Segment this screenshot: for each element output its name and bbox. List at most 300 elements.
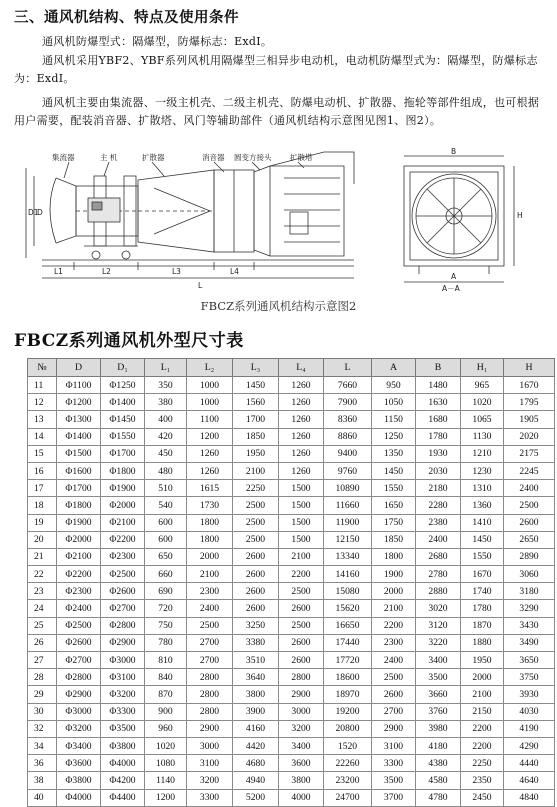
- table-cell: Φ2200: [57, 566, 101, 583]
- table-cell: Φ1300: [57, 411, 101, 428]
- table-row: [28, 566, 555, 583]
- table-row: [28, 789, 555, 806]
- table-cell: Φ2800: [57, 669, 101, 686]
- table-cell: Φ1700: [57, 480, 101, 497]
- table-cell: 1950: [233, 445, 279, 462]
- table-cell: 19200: [324, 703, 372, 720]
- table-cell: 650: [145, 548, 187, 565]
- table-cell: 34: [28, 737, 57, 754]
- label-connector: 圆变方接头: [234, 153, 272, 162]
- table-cell: Φ1400: [101, 394, 145, 411]
- table-cell: 2600: [233, 583, 279, 600]
- dim-L1-label: L1: [54, 267, 63, 276]
- table-cell: 2600: [233, 600, 279, 617]
- column-header: H: [504, 359, 555, 377]
- table-cell: Φ3500: [101, 720, 145, 737]
- table-cell: 1260: [279, 377, 324, 394]
- table-cell: 2450: [461, 789, 504, 806]
- table-cell: 2200: [279, 566, 324, 583]
- table-cell: 840: [145, 669, 187, 686]
- table-cell: Φ2700: [101, 600, 145, 617]
- table-cell: Φ3000: [101, 652, 145, 669]
- table-cell: 1500: [279, 531, 324, 548]
- table-cell: 3600: [279, 755, 324, 772]
- table-cell: Φ1100: [57, 377, 101, 394]
- table-cell: 1350: [372, 445, 416, 462]
- table-cell: 23: [28, 583, 57, 600]
- table-cell: 1670: [504, 377, 555, 394]
- table-cell: 870: [145, 686, 187, 703]
- table-cell: 1550: [372, 480, 416, 497]
- table-cell: 15: [28, 445, 57, 462]
- table-cell: 2650: [504, 531, 555, 548]
- table-cell: Φ3000: [57, 703, 101, 720]
- table-cell: 3020: [416, 600, 461, 617]
- table-cell: 2600: [279, 600, 324, 617]
- table-row: [28, 411, 555, 428]
- table-row: [28, 703, 555, 720]
- table-cell: 3510: [233, 652, 279, 669]
- table-cell: 1550: [461, 548, 504, 565]
- table-cell: 810: [145, 652, 187, 669]
- table-cell: 11900: [324, 514, 372, 531]
- dim-H-label: H: [517, 211, 523, 220]
- table-cell: 17720: [324, 652, 372, 669]
- table-cell: Φ3400: [57, 737, 101, 754]
- table-cell: 1260: [279, 445, 324, 462]
- table-cell: 40: [28, 789, 57, 806]
- table-cell: 2245: [504, 462, 555, 479]
- table-cell: 3200: [187, 772, 233, 789]
- table-cell: 22: [28, 566, 57, 583]
- table-cell: 1020: [145, 737, 187, 754]
- table-cell: 1450: [461, 531, 504, 548]
- table-cell: Φ4000: [57, 789, 101, 806]
- table-cell: 2200: [461, 737, 504, 754]
- table-cell: 15080: [324, 583, 372, 600]
- table-cell: 1260: [279, 428, 324, 445]
- table-cell: 3000: [279, 703, 324, 720]
- table-cell: Φ2300: [57, 583, 101, 600]
- table-cell: 22260: [324, 755, 372, 772]
- dim-L2-label: L2: [102, 267, 111, 276]
- table-row: [28, 445, 555, 462]
- table-cell: 1730: [187, 497, 233, 514]
- table-cell: 1500: [279, 514, 324, 531]
- table-cell: 2400: [372, 652, 416, 669]
- table-cell: 965: [461, 377, 504, 394]
- table-cell: 2350: [461, 772, 504, 789]
- table-row: [28, 514, 555, 531]
- table-cell: 2000: [461, 669, 504, 686]
- table-cell: 960: [145, 720, 187, 737]
- table-cell: 1450: [372, 462, 416, 479]
- table-cell: 3100: [372, 737, 416, 754]
- table-row: [28, 583, 555, 600]
- table-cell: Φ1450: [101, 411, 145, 428]
- table-cell: Φ2700: [57, 652, 101, 669]
- table-cell: 3650: [504, 652, 555, 669]
- table-cell: 350: [145, 377, 187, 394]
- table-cell: Φ4000: [101, 755, 145, 772]
- table-cell: 16650: [324, 617, 372, 634]
- table-cell: 1250: [372, 428, 416, 445]
- table-cell: 25: [28, 617, 57, 634]
- table-cell: 1780: [461, 600, 504, 617]
- table-cell: 2000: [187, 548, 233, 565]
- table-cell: 1140: [145, 772, 187, 789]
- table-cell: Φ1250: [101, 377, 145, 394]
- table-cell: 2020: [504, 428, 555, 445]
- dim-D1-label: D1: [28, 208, 39, 217]
- table-cell: 9400: [324, 445, 372, 462]
- table-cell: 16: [28, 462, 57, 479]
- table-cell: 2280: [416, 497, 461, 514]
- table-cell: 1750: [372, 514, 416, 531]
- table-cell: 4840: [504, 789, 555, 806]
- table-cell: Φ2100: [57, 548, 101, 565]
- table-cell: Φ2800: [101, 617, 145, 634]
- table-cell: 3300: [372, 755, 416, 772]
- table-cell: 14: [28, 428, 57, 445]
- table-cell: 2500: [233, 497, 279, 514]
- table-cell: 26: [28, 634, 57, 651]
- table-cell: 4000: [279, 789, 324, 806]
- table-cell: 2500: [279, 583, 324, 600]
- table-cell: Φ2300: [101, 548, 145, 565]
- table-cell: 2000: [372, 583, 416, 600]
- table-cell: 2500: [187, 617, 233, 634]
- table-cell: 1800: [372, 548, 416, 565]
- table-cell: 900: [145, 703, 187, 720]
- table-cell: 660: [145, 566, 187, 583]
- table-cell: 38: [28, 772, 57, 789]
- table-cell: 1000: [187, 394, 233, 411]
- table-cell: Φ2400: [57, 600, 101, 617]
- table-cell: 3490: [504, 634, 555, 651]
- table-cell: 4780: [416, 789, 461, 806]
- table-cell: 2900: [279, 686, 324, 703]
- dim-B-label: B: [451, 148, 457, 156]
- table-cell: 1850: [233, 428, 279, 445]
- table-cell: 540: [145, 497, 187, 514]
- table-cell: 600: [145, 531, 187, 548]
- label-tower: 扩散塔: [290, 153, 313, 162]
- table-cell: 18: [28, 497, 57, 514]
- table-cell: 2100: [279, 548, 324, 565]
- table-cell: Φ1800: [57, 497, 101, 514]
- table-cell: 1065: [461, 411, 504, 428]
- table-cell: 420: [145, 428, 187, 445]
- table-cell: 2700: [372, 703, 416, 720]
- table-cell: 1680: [416, 411, 461, 428]
- table-cell: 1230: [461, 462, 504, 479]
- table-cell: 3930: [504, 686, 555, 703]
- table-cell: 1130: [461, 428, 504, 445]
- table-cell: 2600: [279, 634, 324, 651]
- table-row: [28, 755, 555, 772]
- table-cell: Φ2500: [101, 566, 145, 583]
- table-cell: 1260: [279, 462, 324, 479]
- table-cell: 4030: [504, 703, 555, 720]
- table-cell: 2500: [233, 531, 279, 548]
- table-cell: Φ2900: [101, 634, 145, 651]
- table-cell: Φ2900: [57, 686, 101, 703]
- table-cell: 8360: [324, 411, 372, 428]
- table-cell: 1520: [324, 737, 372, 754]
- table-cell: 2300: [372, 634, 416, 651]
- table-cell: 20800: [324, 720, 372, 737]
- table-cell: 1740: [461, 583, 504, 600]
- table-cell: 1260: [279, 394, 324, 411]
- table-row: [28, 617, 555, 634]
- table-cell: 1650: [372, 497, 416, 514]
- table-cell: 3290: [504, 600, 555, 617]
- table-cell: 1795: [504, 394, 555, 411]
- table-cell: Φ1900: [57, 514, 101, 531]
- motor-paragraph: 通风机采用YBF2、YBF系列风机用隔爆型三相异步电动机，电动机防爆型式为：隔爆型，防爆标志为：ExdI。: [14, 54, 538, 85]
- table-row: [28, 720, 555, 737]
- table-cell: 20: [28, 531, 57, 548]
- table-header-row: [28, 359, 555, 377]
- table-cell: 2600: [233, 548, 279, 565]
- table-row: [28, 428, 555, 445]
- table-cell: 1900: [372, 566, 416, 583]
- table-row: [28, 480, 555, 497]
- table-cell: 2400: [416, 531, 461, 548]
- table-cell: Φ3100: [101, 669, 145, 686]
- table-cell: 1260: [279, 411, 324, 428]
- section-heading: 三、通风机结构、特点及使用条件: [14, 9, 239, 26]
- table-cell: 4180: [416, 737, 461, 754]
- table-row: [28, 394, 555, 411]
- table-cell: 3500: [372, 772, 416, 789]
- table-cell: 2100: [372, 600, 416, 617]
- table-row: [28, 600, 555, 617]
- table-row: [28, 548, 555, 565]
- table-cell: 3400: [279, 737, 324, 754]
- table-cell: 2880: [416, 583, 461, 600]
- table-cell: 3300: [187, 789, 233, 806]
- dim-L-label: L: [198, 281, 203, 290]
- table-cell: 3200: [279, 720, 324, 737]
- table-cell: 21: [28, 548, 57, 565]
- table-cell: 3660: [416, 686, 461, 703]
- table-cell: 2600: [279, 652, 324, 669]
- table-cell: 2400: [187, 600, 233, 617]
- table-cell: Φ2500: [57, 617, 101, 634]
- table-cell: 2890: [504, 548, 555, 565]
- table-cell: Φ3600: [57, 755, 101, 772]
- table-row: [28, 634, 555, 651]
- table-cell: 4580: [416, 772, 461, 789]
- table-cell: 1850: [372, 531, 416, 548]
- table-cell: 4440: [504, 755, 555, 772]
- table-cell: 4420: [233, 737, 279, 754]
- table-cell: 1700: [233, 411, 279, 428]
- table-cell: 3250: [233, 617, 279, 634]
- table-cell: 1260: [187, 445, 233, 462]
- table-cell: 7660: [324, 377, 372, 394]
- table-cell: 3060: [504, 566, 555, 583]
- table-cell: 1210: [461, 445, 504, 462]
- column-header: D₁: [101, 359, 145, 377]
- table-cell: 4680: [233, 755, 279, 772]
- table-cell: Φ3300: [101, 703, 145, 720]
- table-cell: 12150: [324, 531, 372, 548]
- table-title: FBCZ系列通风机外型尺寸表: [14, 331, 244, 351]
- table-cell: 2600: [504, 514, 555, 531]
- table-cell: Φ3200: [57, 720, 101, 737]
- table-cell: 27: [28, 652, 57, 669]
- components-paragraph: 通风机主要由集流器、一级主机壳、二级主机壳、防爆电动机、扩散器、拖轮等部件组成，也可根据用户需要，配装消音器、扩散塔、风门等辅助部件（通风机结构示意图见图1、图2）。: [14, 96, 540, 127]
- table-cell: 3500: [416, 669, 461, 686]
- table-cell: 450: [145, 445, 187, 462]
- table-cell: 1800: [187, 531, 233, 548]
- table-cell: 3750: [504, 669, 555, 686]
- table-cell: 24: [28, 600, 57, 617]
- table-cell: 7900: [324, 394, 372, 411]
- table-cell: 18600: [324, 669, 372, 686]
- table-cell: 8860: [324, 428, 372, 445]
- table-cell: 2680: [416, 548, 461, 565]
- table-cell: 2100: [187, 566, 233, 583]
- table-cell: 1310: [461, 480, 504, 497]
- table-cell: Φ3800: [101, 737, 145, 754]
- table-cell: 2800: [187, 669, 233, 686]
- table-cell: 1670: [461, 566, 504, 583]
- table-cell: 1410: [461, 514, 504, 531]
- table-cell: 1615: [187, 480, 233, 497]
- table-cell: 5200: [233, 789, 279, 806]
- section-label: A－A: [442, 284, 460, 293]
- table-cell: 1080: [145, 755, 187, 772]
- table-cell: Φ1400: [57, 428, 101, 445]
- table-cell: 11: [28, 377, 57, 394]
- table-row: [28, 772, 555, 789]
- table-cell: 2175: [504, 445, 555, 462]
- table-cell: 36: [28, 755, 57, 772]
- table-cell: Φ3800: [57, 772, 101, 789]
- table-cell: 2800: [187, 686, 233, 703]
- table-cell: 380: [145, 394, 187, 411]
- table-cell: 1020: [461, 394, 504, 411]
- table-cell: 1150: [372, 411, 416, 428]
- table-row: [28, 652, 555, 669]
- table-cell: 10890: [324, 480, 372, 497]
- table-cell: 2800: [279, 669, 324, 686]
- table-cell: 2700: [187, 652, 233, 669]
- label-collector: 集流器: [52, 153, 75, 162]
- table-cell: 2500: [372, 669, 416, 686]
- column-header: A: [372, 359, 416, 377]
- table-cell: 1050: [372, 394, 416, 411]
- table-cell: 780: [145, 634, 187, 651]
- table-cell: Φ2000: [57, 531, 101, 548]
- table-cell: 2400: [504, 480, 555, 497]
- table-cell: Φ2100: [101, 514, 145, 531]
- label-diffuser: 扩散器: [142, 153, 165, 162]
- table-cell: Φ4200: [101, 772, 145, 789]
- table-cell: 750: [145, 617, 187, 634]
- table-cell: 4160: [233, 720, 279, 737]
- table-cell: 1500: [279, 497, 324, 514]
- table-cell: 2200: [372, 617, 416, 634]
- table-cell: Φ1800: [101, 462, 145, 479]
- table-cell: 3180: [504, 583, 555, 600]
- table-row: [28, 497, 555, 514]
- table-cell: 2300: [187, 583, 233, 600]
- table-cell: 3100: [187, 755, 233, 772]
- explosion-proof-paragraph: 通风机防爆型式：隔爆型，防爆标志：ExdI。: [42, 35, 273, 48]
- table-cell: Φ2600: [101, 583, 145, 600]
- table-cell: 1480: [416, 377, 461, 394]
- column-header: H₁: [461, 359, 504, 377]
- table-cell: 4380: [416, 755, 461, 772]
- column-header: B: [416, 359, 461, 377]
- table-cell: 1000: [187, 377, 233, 394]
- table-cell: 4940: [233, 772, 279, 789]
- table-cell: 3000: [187, 737, 233, 754]
- column-header: №: [28, 359, 57, 377]
- table-cell: 480: [145, 462, 187, 479]
- table-cell: 950: [372, 377, 416, 394]
- table-cell: 3400: [416, 652, 461, 669]
- table-cell: 3980: [416, 720, 461, 737]
- table-cell: 2200: [461, 720, 504, 737]
- table-cell: 14160: [324, 566, 372, 583]
- table-cell: 1200: [145, 789, 187, 806]
- table-cell: 4290: [504, 737, 555, 754]
- table-cell: 1780: [416, 428, 461, 445]
- table-cell: 3900: [233, 703, 279, 720]
- table-cell: 1360: [461, 497, 504, 514]
- table-cell: Φ2600: [57, 634, 101, 651]
- table-cell: 1880: [461, 634, 504, 651]
- column-header: L₂: [187, 359, 233, 377]
- table-cell: Φ1700: [101, 445, 145, 462]
- table-cell: 1100: [187, 411, 233, 428]
- table-cell: 1560: [233, 394, 279, 411]
- dim-D-label: D: [37, 208, 43, 217]
- table-cell: 3800: [279, 772, 324, 789]
- table-cell: 30: [28, 703, 57, 720]
- table-row: [28, 669, 555, 686]
- dim-L4-label: L4: [230, 267, 239, 276]
- label-silencer: 消音器: [202, 153, 225, 162]
- table-cell: Φ2200: [101, 531, 145, 548]
- table-cell: 32: [28, 720, 57, 737]
- dim-L3-label: L3: [172, 267, 181, 276]
- table-cell: Φ1200: [57, 394, 101, 411]
- table-cell: 29: [28, 686, 57, 703]
- table-cell: 3700: [372, 789, 416, 806]
- table-cell: 13: [28, 411, 57, 428]
- table-cell: 2900: [187, 720, 233, 737]
- dim-A-label: A: [451, 272, 457, 281]
- table-cell: 400: [145, 411, 187, 428]
- table-cell: Φ1900: [101, 480, 145, 497]
- table-cell: 2180: [416, 480, 461, 497]
- table-cell: 4190: [504, 720, 555, 737]
- table-row: [28, 531, 555, 548]
- table-cell: 510: [145, 480, 187, 497]
- table-cell: 28: [28, 669, 57, 686]
- table-cell: Φ3200: [101, 686, 145, 703]
- table-cell: 3120: [416, 617, 461, 634]
- column-header: L₃: [233, 359, 279, 377]
- table-cell: Φ4400: [101, 789, 145, 806]
